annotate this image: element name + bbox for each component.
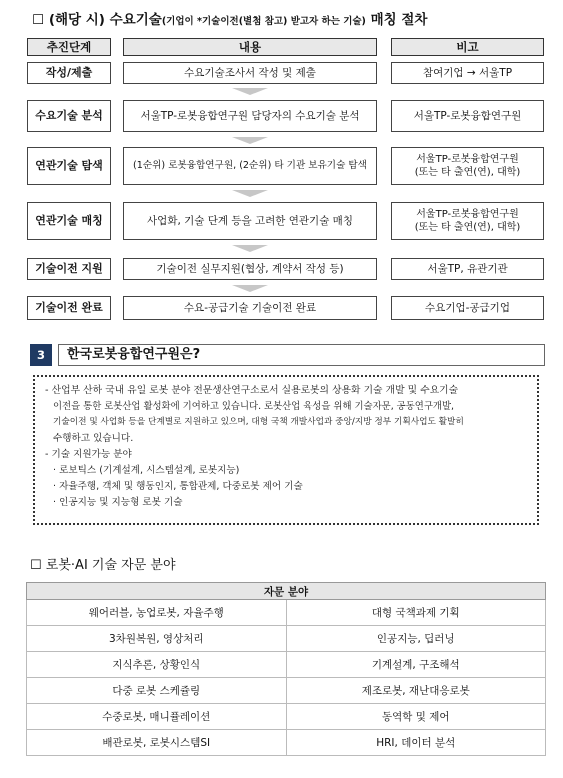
- note-cell: 서울TP-로봇융합연구원: [391, 100, 544, 132]
- stage-cell: 연관기술 탐색: [27, 147, 111, 185]
- table-cell: HRI, 데이터 분석: [286, 730, 546, 756]
- stage-cell: 기술이전 지원: [27, 258, 111, 280]
- section-number-badge: 3: [30, 344, 52, 366]
- description-line: - 산업부 산하 국내 유일 로봇 분야 전문생산연구소로서 실용로봇의 상용화 기술 개발 및 수요기술: [45, 385, 459, 396]
- content-cell: 수요-공급기술 기술이전 완료: [123, 296, 377, 320]
- stage-cell: 수요기술 분석: [27, 100, 111, 132]
- note-cell: 수요기업-공급기업: [391, 296, 544, 320]
- table-cell: 대형 국책과제 기획: [286, 600, 546, 626]
- advisory-table-header: 자문 분야: [27, 583, 546, 600]
- table-cell: 지식추론, 상황인식: [27, 652, 287, 678]
- description-line: · 로보틱스 (기계설계, 시스템설계, 로봇지능): [53, 465, 240, 476]
- note-line: (또는 타 출연(연), 대학): [414, 222, 521, 233]
- flow-arrow-icon: [232, 285, 268, 292]
- table-row: [27, 730, 546, 756]
- note-line: (또는 타 출연(연), 대학): [414, 167, 521, 178]
- title-sub: (기업이 *기술이전(별첨 참고) 받고자 하는 기술): [161, 16, 366, 27]
- note-cell: 참여기업 → 서울TP: [391, 62, 544, 84]
- stage-cell: 기술이전 완료: [27, 296, 111, 320]
- table-cell: 기계설계, 구조해석: [286, 652, 546, 678]
- description-line: 수행하고 있습니다.: [53, 433, 134, 444]
- table-row: [27, 600, 546, 626]
- note-line: 서울TP-로봇융합연구원: [416, 209, 519, 220]
- content-cell: 서울TP-로봇융합연구원 담당자의 수요기술 분석: [123, 100, 377, 132]
- flow-arrow-icon: [232, 245, 268, 252]
- table-cell: 제조로봇, 재난대응로봇: [286, 678, 546, 704]
- table-cell: 웨어러블, 농업로봇, 자율주행: [27, 600, 287, 626]
- advisory-title-text: 로봇·AI 기술 자문 분야: [45, 558, 176, 573]
- checkbox-bullet: ☐: [32, 12, 45, 28]
- note-line: 서울TP-로봇융합연구원: [416, 154, 519, 165]
- note-cell: [391, 202, 544, 240]
- flow-arrow-icon: [232, 190, 268, 197]
- note-cell: [391, 147, 544, 185]
- section-title: 한국로봇융합연구원은?: [58, 344, 545, 366]
- stage-cell: 작성/제출: [27, 62, 111, 84]
- table-row: [27, 678, 546, 704]
- description-line: · 자율주행, 객체 및 행동인지, 통합관제, 다중로봇 제어 기술: [53, 481, 303, 492]
- table-cell: 수중로봇, 매니퓰레이션: [27, 704, 287, 730]
- flow-arrow-icon: [232, 137, 268, 144]
- table-cell: 배관로봇, 로봇시스템SI: [27, 730, 287, 756]
- institute-description-box: [33, 375, 539, 525]
- content-cell: 수요기술조사서 작성 및 제출: [123, 62, 377, 84]
- table-cell: 인공지능, 딥러닝: [286, 626, 546, 652]
- table-cell: 다중 로봇 스케쥴링: [27, 678, 287, 704]
- checkbox-bullet: ☐: [30, 558, 42, 573]
- description-line: · 인공지능 및 지능형 로봇 기술: [53, 497, 183, 508]
- content-cell: (1순위) 로봇융합연구원, (2순위) 타 기관 보유기술 탐색: [123, 147, 377, 185]
- stage-cell: 연관기술 매칭: [27, 202, 111, 240]
- advisory-table: [26, 582, 546, 756]
- content-cell: 기술이전 실무지원(협상, 계약서 작성 등): [123, 258, 377, 280]
- advisory-title: [30, 554, 176, 573]
- table-row: [27, 626, 546, 652]
- content-cell: 사업화, 기술 단계 등을 고려한 연관기술 매칭: [123, 202, 377, 240]
- header-stage: 추진단계: [27, 38, 111, 56]
- procedure-title: [32, 8, 427, 28]
- table-cell: 동역학 및 제어: [286, 704, 546, 730]
- header-note: 비고: [391, 38, 544, 56]
- note-cell: 서울TP, 유관기관: [391, 258, 544, 280]
- description-line: 이전을 통한 로봇산업 활성화에 기여하고 있습니다. 로봇산업 육성을 위해 기술자문, 공동연구개발,: [53, 401, 454, 412]
- title-main: (해당 시) 수요기술: [48, 12, 162, 28]
- table-cell: 3차원복원, 영상처리: [27, 626, 287, 652]
- table-row: [27, 704, 546, 730]
- title-end: 매칭 절차: [370, 12, 428, 28]
- header-content: 내용: [123, 38, 377, 56]
- description-line: 기술이전 및 사업화 등을 단계별로 지원하고 있으며, 대형 국책 개발사업과 중앙/지방 정부 기획사업도 활발히: [53, 417, 464, 427]
- flow-arrow-icon: [232, 88, 268, 95]
- description-line: - 기술 지원가능 분야: [45, 449, 132, 460]
- table-row: [27, 652, 546, 678]
